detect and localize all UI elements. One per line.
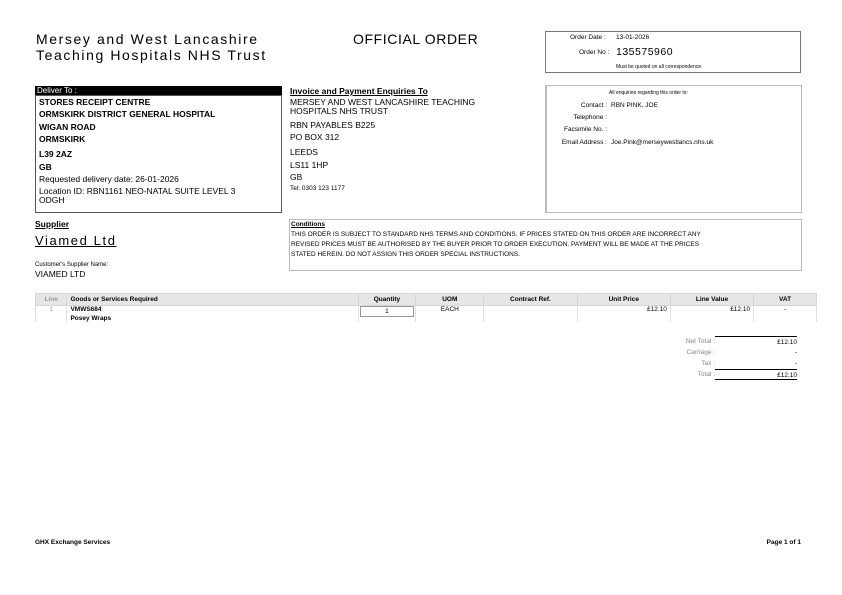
invoice-line3: RBN PAYABLES B225 xyxy=(290,120,376,130)
col-goods: Goods or Services Required xyxy=(67,294,358,306)
row-quantity: 1 xyxy=(360,306,415,317)
conditions-line3: STATED HEREIN. DO NOT ASSIGN THIS ORDER SPECIAL INSTRUCTIONS. xyxy=(291,251,520,258)
deliver-line2: ORMSKIRK DISTRICT GENERAL HOSPITAL xyxy=(39,109,216,119)
col-uom: UOM xyxy=(416,294,484,306)
col-vat: VAT xyxy=(754,294,817,306)
supplier-name: Viamed Ltd xyxy=(35,233,117,248)
invoice-line6: LS11 1HP xyxy=(290,160,329,170)
col-unit-price: Unit Price xyxy=(577,294,670,306)
total-label: Total : xyxy=(697,371,715,378)
col-quantity: Quantity xyxy=(358,294,416,306)
table-row xyxy=(36,306,817,323)
deliver-country: GB xyxy=(39,162,52,172)
conditions-box xyxy=(289,219,802,271)
contact-label: Contact : xyxy=(580,102,607,109)
net-total-value: £12.10 xyxy=(715,336,797,347)
location-id: Location ID: RBN1161 NEO-NATAL SUITE LEVEL 3 xyxy=(39,186,236,196)
row-product-code: VMWS684 xyxy=(70,306,102,313)
deliver-to-box xyxy=(35,95,282,213)
total-value: £12.10 xyxy=(715,369,797,380)
email-value[interactable]: Joe.Pink@merseywestlancs.nhs.uk xyxy=(611,139,714,146)
contact-box xyxy=(546,85,802,213)
carriage-value: - xyxy=(794,349,797,356)
carriage-row xyxy=(655,347,797,358)
fax-label: Facsimile No. : xyxy=(564,126,607,133)
table-header-row xyxy=(36,294,817,306)
conditions-line1: THIS ORDER IS SUBJECT TO STANDARD NHS TERMS AND CONDITIONS. IF PRICES STATED ON THIS ORDER ARE INCORRECT ANY xyxy=(291,231,701,238)
footer-left: GHX Exchange Services xyxy=(35,539,111,546)
invoice-line4: PO BOX 312 xyxy=(290,132,340,142)
col-line: Line xyxy=(36,294,67,306)
row-vat: - xyxy=(754,306,817,323)
deliver-postcode: L39 2AZ xyxy=(39,149,73,159)
customer-supplier-value: VIAMED LTD xyxy=(35,269,86,279)
customer-supplier-label: Customer's Supplier Name: xyxy=(35,262,109,268)
total-row xyxy=(655,369,797,380)
email-label: Email Address : xyxy=(561,139,607,146)
order-no-label: Order No : xyxy=(579,49,610,56)
requested-delivery-date: Requested delivery date: 26-01-2026 xyxy=(39,174,179,184)
invoice-heading: Invoice and Payment Enquiries To xyxy=(290,86,428,96)
document-title: OFFICIAL ORDER xyxy=(353,31,479,47)
supplier-heading: Supplier xyxy=(35,219,70,229)
deliver-line3: WIGAN ROAD xyxy=(39,122,96,132)
row-unit-price: £12.10 xyxy=(577,306,670,323)
trust-name-line2: Teaching Hospitals NHS Trust xyxy=(36,47,267,63)
net-total-row xyxy=(655,336,797,347)
trust-name-line1: Mersey and West Lancashire xyxy=(36,31,259,47)
col-contract-ref: Contract Ref. xyxy=(484,294,577,306)
tax-value: - xyxy=(794,360,797,367)
tax-row xyxy=(655,358,797,369)
order-date-label: Order Date : xyxy=(570,34,606,41)
enquiries-note: All enquiries regarding this order to: xyxy=(609,90,688,96)
row-line: 1 xyxy=(36,306,67,323)
row-line-value: £12.10 xyxy=(670,306,753,323)
footer-page-number: Page 1 of 1 xyxy=(766,539,801,546)
order-no-value: 135575960 xyxy=(616,46,674,58)
location-id-cont: ODGH xyxy=(39,195,65,205)
invoice-line1: MERSEY AND WEST LANCASHIRE TEACHING xyxy=(290,97,476,107)
order-info-box xyxy=(545,31,801,73)
invoice-enquiries-box xyxy=(289,85,546,213)
net-total-label: Net Total : xyxy=(685,338,715,345)
row-quantity-cell xyxy=(358,306,416,323)
telephone-label: Telephone : xyxy=(573,114,607,121)
trust-name xyxy=(36,31,267,63)
row-contract-ref xyxy=(484,306,577,323)
order-items-table xyxy=(35,293,817,322)
row-uom: EACH xyxy=(416,306,484,323)
contact-value: RBN PINK, JOE xyxy=(611,102,658,109)
deliver-to-heading: Deliver To : xyxy=(35,86,282,95)
deliver-line1: STORES RECEIPT CENTRE xyxy=(39,97,151,107)
row-description: Posey Wraps xyxy=(70,315,112,322)
conditions-heading: Conditions xyxy=(291,221,325,228)
conditions-line2: REVISED PRICES MUST BE AUTHORISED BY THE BUYER PRIOR TO ORDER EXECUTION. PAYMENT WILL BE MADE AT THE PRICES xyxy=(291,241,700,248)
invoice-line7: GB xyxy=(290,172,303,182)
invoice-telephone: Tel: 0303 123 1177 xyxy=(290,185,345,192)
col-line-value: Line Value xyxy=(670,294,753,306)
invoice-line5: LEEDS xyxy=(290,147,318,157)
invoice-line2: HOSPITALS NHS TRUST xyxy=(290,106,388,116)
quote-note: Must be quoted on all correspondence. xyxy=(616,64,703,70)
row-goods xyxy=(67,306,358,323)
order-date-value: 13-01-2026 xyxy=(616,34,650,41)
deliver-line4: ORMSKIRK xyxy=(39,134,86,144)
tax-label: Tax : xyxy=(701,360,715,367)
carriage-label: Carriage : xyxy=(686,349,715,356)
